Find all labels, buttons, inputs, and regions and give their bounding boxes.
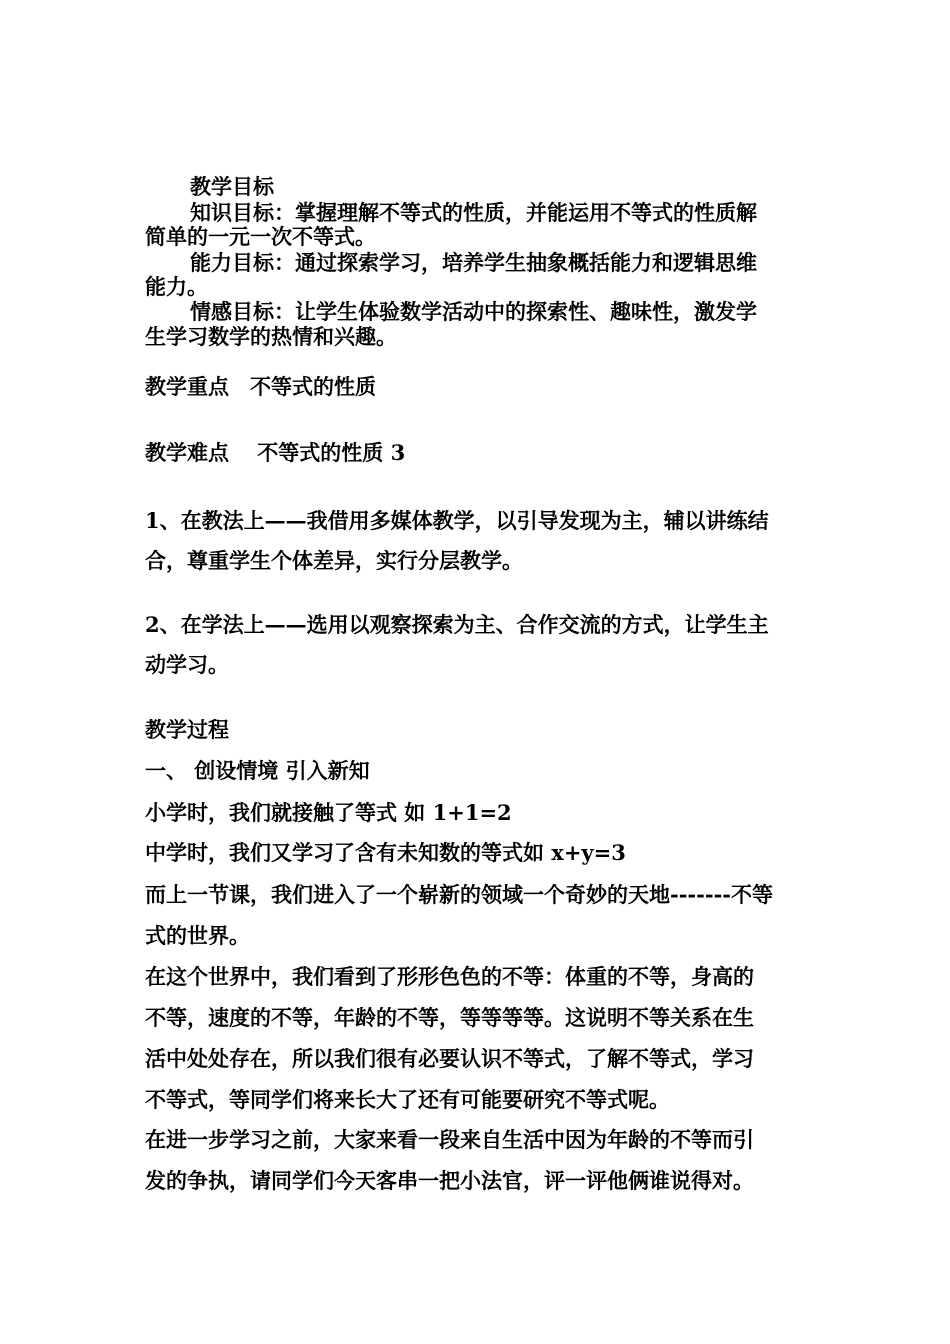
process-line: 中学时，我们又学习了含有未知数的等式如 x+y=3 [145, 840, 626, 865]
knowledge-objective-line1: 知识目标：掌握理解不等式的性质，并能运用不等式的性质解 [190, 200, 757, 225]
process-line: 在进一步学习之前，大家来看一段来自生活中因为年龄的不等而引 [145, 1127, 754, 1152]
process-line: 式的世界。 [145, 923, 250, 948]
ability-objective-line2: 能力。 [145, 274, 208, 299]
process-line: 小学时，我们就接触了等式 如 1+1=2 [145, 800, 512, 825]
knowledge-objective-line2: 简单的一元一次不等式。 [145, 224, 376, 249]
key-point: 教学重点 不等式的性质 [145, 374, 376, 399]
process-line: 活中处处存在，所以我们很有必要认识不等式，了解不等式，学习 [145, 1046, 754, 1071]
process-line: 而上一节课，我们进入了一个崭新的领域一个奇妙的天地-------不等 [145, 882, 774, 907]
emotion-objective-line1: 情感目标：让学生体验数学活动中的探索性、趣味性，激发学 [190, 299, 757, 324]
process-line: 不等，速度的不等，年龄的不等，等等等等。这说明不等关系在生 [145, 1005, 754, 1030]
emotion-objective-line2: 生学习数学的热情和兴趣。 [145, 324, 397, 349]
teaching-method-line1: 1、在教法上——我借用多媒体教学，以引导发现为主，辅以讲练结 [145, 508, 769, 533]
process-heading: 教学过程 [145, 717, 229, 742]
learning-method-line2: 动学习。 [145, 652, 229, 677]
process-line: 不等式，等同学们将来长大了还有可能要研究不等式呢。 [145, 1087, 670, 1112]
teaching-method-line2: 合，尊重学生个体差异，实行分层教学。 [145, 548, 523, 573]
ability-objective-line1: 能力目标：通过探索学习，培养学生抽象概括能力和逻辑思维 [190, 250, 757, 275]
difficult-point: 教学难点 不等式的性质 3 [145, 440, 406, 465]
process-line: 发的争执，请同学们今天客串一把小法官，评一评他俩谁说得对。 [145, 1168, 754, 1193]
learning-method-line1: 2、在学法上——选用以观察探索为主、合作交流的方式，让学生主 [145, 612, 769, 637]
step1-title: 一、 创设情境 引入新知 [145, 758, 370, 783]
process-line: 在这个世界中，我们看到了形形色色的不等：体重的不等，身高的 [145, 964, 754, 989]
objectives-heading: 教学目标 [190, 174, 274, 199]
